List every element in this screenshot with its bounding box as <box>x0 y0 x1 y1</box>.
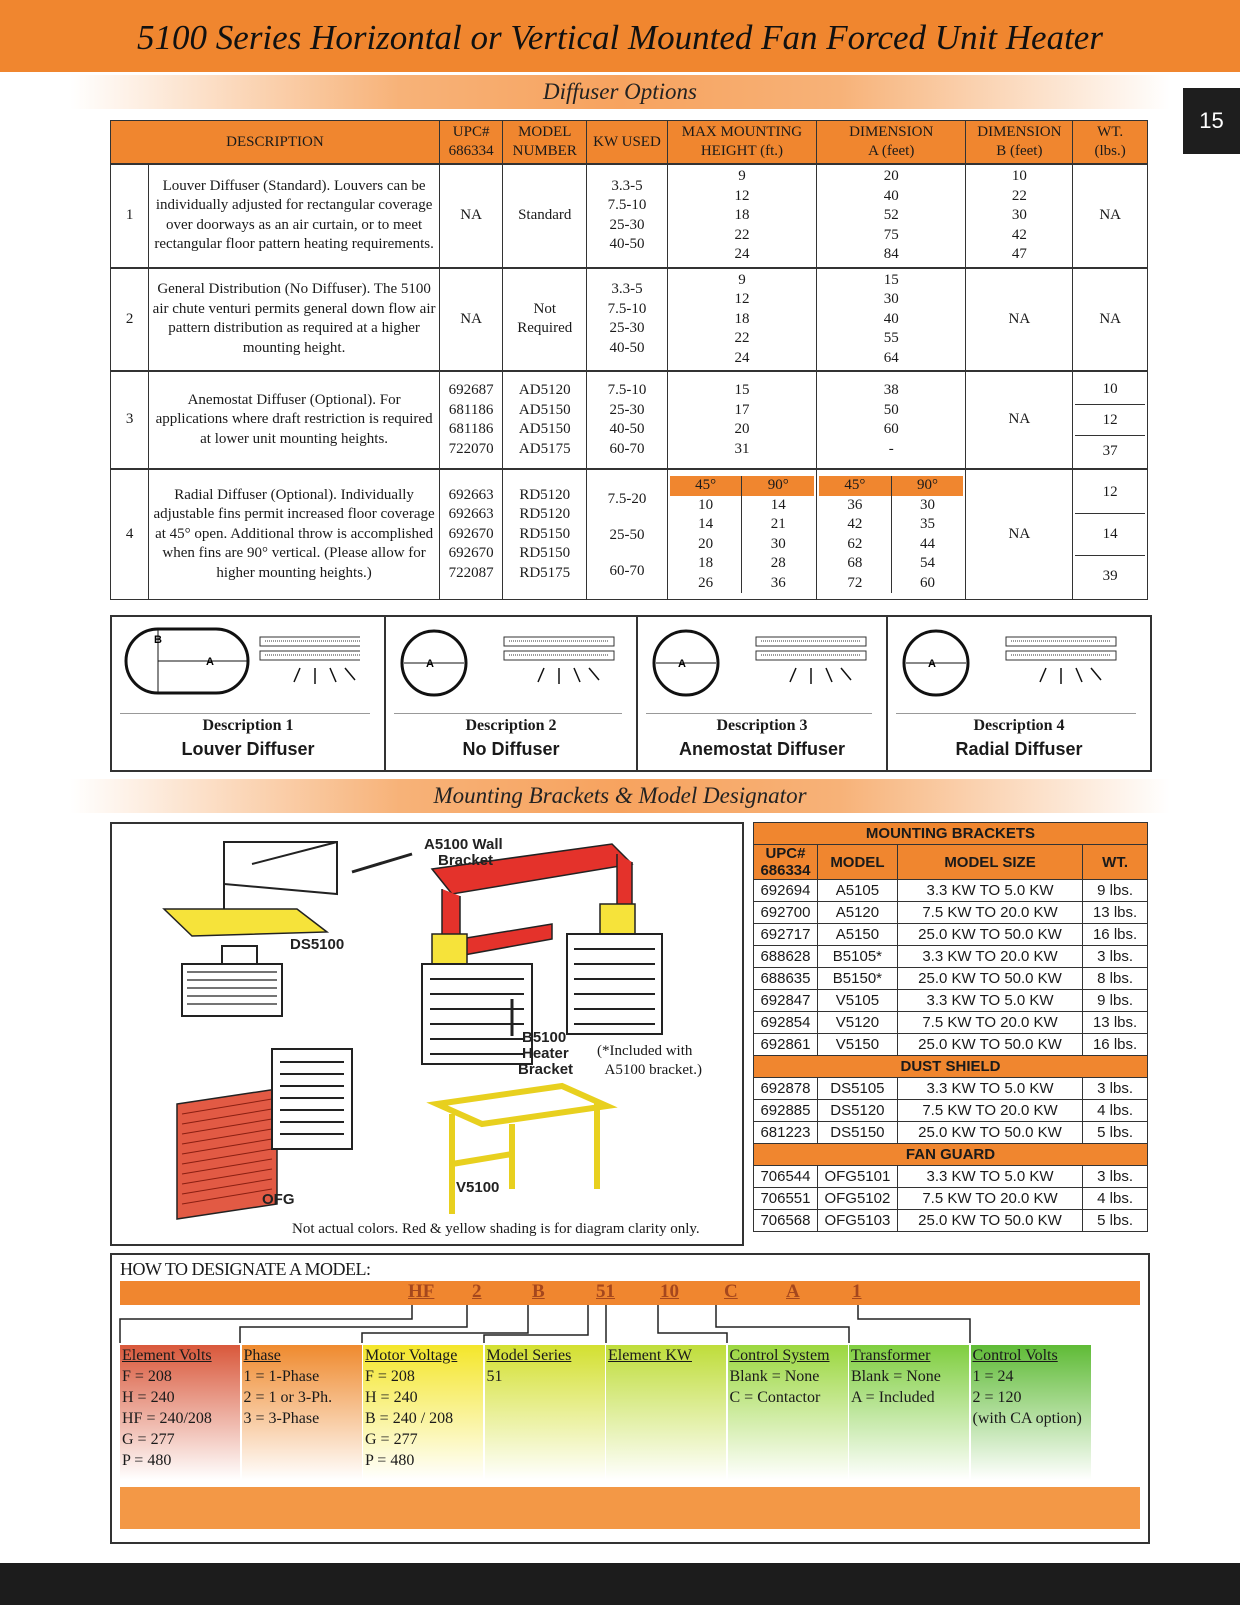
designator-option: F = 208 <box>122 1368 172 1385</box>
designator-option: 3 = 3-Phase <box>243 1410 320 1427</box>
icon-name: Radial Diffuser <box>955 739 1083 759</box>
section-band-mounting <box>70 779 1170 813</box>
mounting-cell: 692861 <box>754 1034 818 1056</box>
row-description: General Distribution (No Diffuser). The 5100 air chute venturi permits general down flow air pattern distribution as required at a higher mounting height. <box>149 268 440 372</box>
designator-option: F = 208 <box>365 1368 415 1385</box>
mounting-cell: B5105* <box>817 946 897 968</box>
row-model: RD5120 RD5120 RD5150 RD5150 RD5175 <box>503 469 587 600</box>
designator-option: 2 = 120 <box>972 1389 1022 1406</box>
row-upc: 692687 681186 681186 722070 <box>439 371 503 469</box>
mounting-cell: 9 lbs. <box>1083 880 1148 902</box>
ofg-drawing <box>177 1049 352 1219</box>
row-wt: NA <box>1073 164 1148 268</box>
mounting-cell: 692878 <box>754 1078 818 1100</box>
mounting-row <box>754 946 1148 968</box>
row-description: Louver Diffuser (Standard). Louvers can be individually adjusted for rectangular coverage over doorways as an air curtain, or to meet rectangular floor pattern heating requirements. <box>149 164 440 268</box>
mounting-cell: A5120 <box>817 902 897 924</box>
icon-name: Louver Diffuser <box>181 739 315 759</box>
mounting-cell: 25.0 KW TO 50.0 KW <box>897 1210 1082 1232</box>
mounting-cell: 25.0 KW TO 50.0 KW <box>897 924 1082 946</box>
row-dim-b: NA <box>966 371 1073 469</box>
mounting-cell: 25.0 KW TO 50.0 KW <box>897 968 1082 990</box>
row-dim-a: 20 40 52 75 84 <box>817 164 966 268</box>
diffuser-row <box>111 469 1148 600</box>
designator-heading: Motor Voltage <box>365 1347 458 1364</box>
row-wt: 10 12 37 <box>1073 371 1148 469</box>
designator-option: A = Included <box>851 1389 935 1406</box>
mounting-cell: 25.0 KW TO 50.0 KW <box>897 1122 1082 1144</box>
model-designator <box>110 1253 1150 1544</box>
colors-note: Not actual colors. Red & yellow shading is for diagram clarity only. <box>292 1221 700 1237</box>
designator-option: (with CA option) <box>972 1410 1082 1427</box>
diffuser-icon-card <box>386 617 638 770</box>
mounting-row <box>754 1188 1148 1210</box>
mounting-cell: 5 lbs. <box>1083 1210 1148 1232</box>
row-upc: NA <box>439 164 503 268</box>
label-b5100: B5100 <box>522 1029 567 1046</box>
designator-code: 1 <box>852 1281 862 1302</box>
mounting-cell: 7.5 KW TO 20.0 KW <box>897 1012 1082 1034</box>
designator-heading: Phase <box>243 1347 281 1364</box>
mounting-cell: 692700 <box>754 902 818 924</box>
ds5100-drawing <box>164 842 344 1016</box>
designator-option: B = 240 / 208 <box>365 1410 454 1427</box>
designator-option: HF = 240/208 <box>122 1410 212 1427</box>
designator-column <box>849 1345 969 1480</box>
mounting-cell: OFG5102 <box>817 1188 897 1210</box>
mounting-cell: 16 lbs. <box>1083 924 1148 946</box>
page-header <box>0 0 1240 72</box>
mounting-cell: 4 lbs. <box>1083 1188 1148 1210</box>
designator-heading: Transformer <box>851 1347 931 1364</box>
mounting-cell: OFG5101 <box>817 1166 897 1188</box>
row-description: Radial Diffuser (Optional). Individually adjustable fins permit increased floor coverage at 45° open. Additional throw is accomplished when fins are 90° vertical. (Please allow for higher mounting heights.) <box>149 469 440 600</box>
mounting-cell: DS5120 <box>817 1100 897 1122</box>
designator-option: H = 240 <box>122 1389 175 1406</box>
mounting-cell: V5120 <box>817 1012 897 1034</box>
diffuser-icon-card <box>888 617 1150 770</box>
label-b5100-c: Bracket <box>518 1061 574 1078</box>
designator-option: Blank = None <box>851 1368 941 1385</box>
designator-column <box>485 1345 605 1480</box>
designator-column <box>363 1345 483 1480</box>
mounting-cell: 688635 <box>754 968 818 990</box>
mounting-cell: 7.5 KW TO 20.0 KW <box>897 1100 1082 1122</box>
designator-code: 51 <box>596 1281 615 1302</box>
mounting-cell: 692717 <box>754 924 818 946</box>
row-dim-b: NA <box>966 469 1073 600</box>
mounting-cell: B5150* <box>817 968 897 990</box>
mounting-cell: 3 lbs. <box>1083 1166 1148 1188</box>
row-kw: 7.5-10 25-30 40-50 60-70 <box>587 371 668 469</box>
mounting-cell: 3.3 KW TO 5.0 KW <box>897 990 1082 1012</box>
section-title-diffuser: Diffuser Options <box>543 79 697 104</box>
svg-text:B: B <box>154 634 162 646</box>
designator-option: P = 480 <box>122 1452 172 1469</box>
diffuser-pattern-icon <box>120 623 360 713</box>
mounting-cell: DS5150 <box>817 1122 897 1144</box>
label-b5100-b: Heater <box>522 1045 569 1062</box>
row-dim-a: 45° 90° 36 42 62 68 72 30 35 44 54 60 <box>817 469 966 600</box>
designator-bottom-bar <box>120 1487 1140 1529</box>
mounting-cell: A5105 <box>817 880 897 902</box>
designator-column <box>242 1345 362 1480</box>
designator-heading: Element Volts <box>122 1347 212 1364</box>
v5100-drawing <box>437 1086 607 1214</box>
diffuser-pattern-icon <box>646 623 886 713</box>
mounting-cell: 692854 <box>754 1012 818 1034</box>
row-model: AD5120 AD5150 AD5150 AD5175 <box>503 371 587 469</box>
mounting-cell: 706544 <box>754 1166 818 1188</box>
mounting-cell: A5150 <box>817 924 897 946</box>
row-dim-a: 15 30 40 55 64 <box>817 268 966 372</box>
designator-option: 1 = 1-Phase <box>243 1368 320 1385</box>
mounting-row <box>754 1210 1148 1232</box>
designator-code: A <box>786 1281 800 1302</box>
row-wt: 12 14 39 <box>1073 469 1148 600</box>
row-upc: 692663 692663 692670 692670 722087 <box>439 469 503 600</box>
row-upc: NA <box>439 268 503 372</box>
designator-option: G = 277 <box>365 1431 418 1448</box>
mounting-cell: 681223 <box>754 1122 818 1144</box>
diffuser-header-row <box>111 121 1148 165</box>
diffuser-row <box>111 164 1148 268</box>
designator-code: B <box>532 1281 545 1302</box>
mounting-cell: V5105 <box>817 990 897 1012</box>
mounting-cell: 3.3 KW TO 20.0 KW <box>897 946 1082 968</box>
col-kw: KW USED <box>587 121 668 165</box>
designator-option: 1 = 24 <box>972 1368 1014 1385</box>
mb-col-model: MODEL <box>817 845 897 880</box>
designator-option: C = Contactor <box>729 1389 821 1406</box>
mb-col-upc: UPC# 686334 <box>754 845 818 880</box>
label-v5100: V5100 <box>456 1179 500 1196</box>
mounting-cell: 7.5 KW TO 20.0 KW <box>897 902 1082 924</box>
row-number: 3 <box>111 371 149 469</box>
mb-col-wt: WT. <box>1083 845 1148 880</box>
diffuser-row <box>111 268 1148 372</box>
row-dim-a: 38 50 60 - <box>817 371 966 469</box>
designator-option: 2 = 1 or 3-Ph. <box>243 1389 333 1406</box>
mounting-cell: 3.3 KW TO 5.0 KW <box>897 1166 1082 1188</box>
mounting-row <box>754 924 1148 946</box>
icon-description: Description 3 <box>716 717 808 734</box>
mounting-cell: 3 lbs. <box>1083 1078 1148 1100</box>
a5100-drawing <box>352 836 662 1064</box>
mounting-cell: 13 lbs. <box>1083 1012 1148 1034</box>
label-ds5100: DS5100 <box>290 936 345 953</box>
mounting-cell: 8 lbs. <box>1083 968 1148 990</box>
row-kw: 3.3-5 7.5-10 25-30 40-50 <box>587 268 668 372</box>
mounting-cell: OFG5103 <box>817 1210 897 1232</box>
designator-option: Blank = None <box>729 1368 820 1385</box>
mounting-cell: 7.5 KW TO 20.0 KW <box>897 1188 1082 1210</box>
col-dim-a: DIMENSION A (feet) <box>817 121 966 165</box>
col-dim-b: DIMENSION B (feet) <box>966 121 1073 165</box>
row-wt: NA <box>1073 268 1148 372</box>
mounting-cell: V5150 <box>817 1034 897 1056</box>
icon-description: Description 4 <box>973 717 1065 734</box>
designator-code: HF <box>408 1281 435 1302</box>
row-dim-b: 10 22 30 42 47 <box>966 164 1073 268</box>
mounting-cell: 25.0 KW TO 50.0 KW <box>897 1034 1082 1056</box>
mounting-header-row <box>754 845 1148 880</box>
mounting-row <box>754 990 1148 1012</box>
col-upc: UPC# 686334 <box>439 121 503 165</box>
row-model: Standard <box>503 164 587 268</box>
icon-description: Description 1 <box>202 717 294 734</box>
mounting-row <box>754 1034 1148 1056</box>
page-number: 15 <box>1183 88 1240 154</box>
row-kw: 7.5-20 25-50 60-70 <box>587 469 668 600</box>
designator-code: C <box>724 1281 738 1302</box>
icon-description: Description 2 <box>465 717 557 734</box>
svg-text:A: A <box>206 656 214 668</box>
designator-heading: Model Series <box>486 1347 572 1364</box>
mounting-cell: 692847 <box>754 990 818 1012</box>
mounting-cell: 3.3 KW TO 5.0 KW <box>897 880 1082 902</box>
included-note: (*Included with A5100 bracket.) <box>597 1043 702 1078</box>
mounting-cell: DS5105 <box>817 1078 897 1100</box>
mounting-row <box>754 968 1148 990</box>
mounting-cell: 692885 <box>754 1100 818 1122</box>
designator-code: 2 <box>472 1281 482 1302</box>
row-number: 2 <box>111 268 149 372</box>
mounting-row <box>754 1100 1148 1122</box>
row-kw: 3.3-5 7.5-10 25-30 40-50 <box>587 164 668 268</box>
mounting-cell: 688628 <box>754 946 818 968</box>
col-height: MAX MOUNTING HEIGHT (ft.) <box>667 121 816 165</box>
mounting-cell: 4 lbs. <box>1083 1100 1148 1122</box>
designator-column <box>728 1345 848 1480</box>
page-footer <box>0 1563 1240 1605</box>
diffuser-icon-card <box>112 617 386 770</box>
row-height: 15 17 20 31 <box>667 371 816 469</box>
mounting-cell: 16 lbs. <box>1083 1034 1148 1056</box>
row-number: 1 <box>111 164 149 268</box>
mounting-cell: 13 lbs. <box>1083 902 1148 924</box>
diffuser-table <box>110 120 1148 600</box>
designator-title: HOW TO DESIGNATE A MODEL: <box>120 1259 371 1279</box>
col-model: MODEL NUMBER <box>503 121 587 165</box>
bracket-illustration <box>112 824 738 1240</box>
label-a5100: A5100 Wall <box>424 836 503 853</box>
mounting-row <box>754 1078 1148 1100</box>
section-band-diffuser <box>70 75 1170 109</box>
designator-heading: Element KW <box>608 1347 692 1364</box>
svg-text:A: A <box>928 658 936 670</box>
designator-option: G = 277 <box>122 1431 175 1448</box>
mounting-row <box>754 1012 1148 1034</box>
mounting-table <box>753 822 1148 1232</box>
mounting-title: MOUNTING BRACKETS <box>754 823 1148 845</box>
row-height: 45° 90° 10 14 20 18 26 14 21 30 28 36 <box>667 469 816 600</box>
mounting-cell: 3.3 KW TO 5.0 KW <box>897 1078 1082 1100</box>
designator-option: 51 <box>486 1368 503 1385</box>
mounting-category: DUST SHIELD <box>754 1056 1148 1078</box>
diffuser-pattern-icon <box>896 623 1136 713</box>
page-title: 5100 Series Horizontal or Vertical Mounted Fan Forced Unit Heater <box>137 18 1103 57</box>
row-description: Anemostat Diffuser (Optional). For applications where draft restriction is required at lower unit mounting heights. <box>149 371 440 469</box>
bracket-diagram <box>110 822 744 1246</box>
diffuser-pattern-icon <box>394 623 634 713</box>
designator-column <box>120 1345 240 1480</box>
svg-text:A: A <box>426 658 434 670</box>
mounting-row <box>754 1122 1148 1144</box>
col-description: DESCRIPTION <box>111 121 440 165</box>
row-number: 4 <box>111 469 149 600</box>
diffuser-icons <box>110 615 1152 772</box>
mounting-cell: 5 lbs. <box>1083 1122 1148 1144</box>
row-dim-b: NA <box>966 268 1073 372</box>
col-wt: WT. (lbs.) <box>1073 121 1148 165</box>
designator-column <box>971 1345 1091 1480</box>
diffuser-row <box>111 371 1148 469</box>
row-model: Not Required <box>503 268 587 372</box>
mounting-cell: 706568 <box>754 1210 818 1232</box>
designator-option: P = 480 <box>365 1452 415 1469</box>
designator-heading: Control Volts <box>972 1347 1058 1364</box>
designator-column <box>606 1345 726 1480</box>
icon-name: Anemostat Diffuser <box>678 739 846 759</box>
label-a5100-b: Bracket <box>438 852 494 869</box>
icon-name: No Diffuser <box>462 739 560 759</box>
diffuser-icon-card <box>638 617 888 770</box>
mounting-row <box>754 902 1148 924</box>
designator-heading: Control System <box>729 1347 830 1364</box>
designator-option: H = 240 <box>365 1389 418 1406</box>
row-height: 9 12 18 22 24 <box>667 164 816 268</box>
designator-connector-lines <box>112 1255 1148 1355</box>
mounting-row <box>754 1166 1148 1188</box>
mounting-cell: 9 lbs. <box>1083 990 1148 1012</box>
label-ofg: OFG <box>262 1191 295 1208</box>
mounting-row <box>754 880 1148 902</box>
mounting-cell: 3 lbs. <box>1083 946 1148 968</box>
svg-text:A: A <box>678 658 686 670</box>
row-height: 9 12 18 22 24 <box>667 268 816 372</box>
section-title-mounting: Mounting Brackets & Model Designator <box>433 783 807 808</box>
designator-code: 10 <box>660 1281 679 1302</box>
mounting-cell: 692694 <box>754 880 818 902</box>
mb-col-size: MODEL SIZE <box>897 845 1082 880</box>
mounting-cell: 706551 <box>754 1188 818 1210</box>
mounting-category: FAN GUARD <box>754 1144 1148 1166</box>
